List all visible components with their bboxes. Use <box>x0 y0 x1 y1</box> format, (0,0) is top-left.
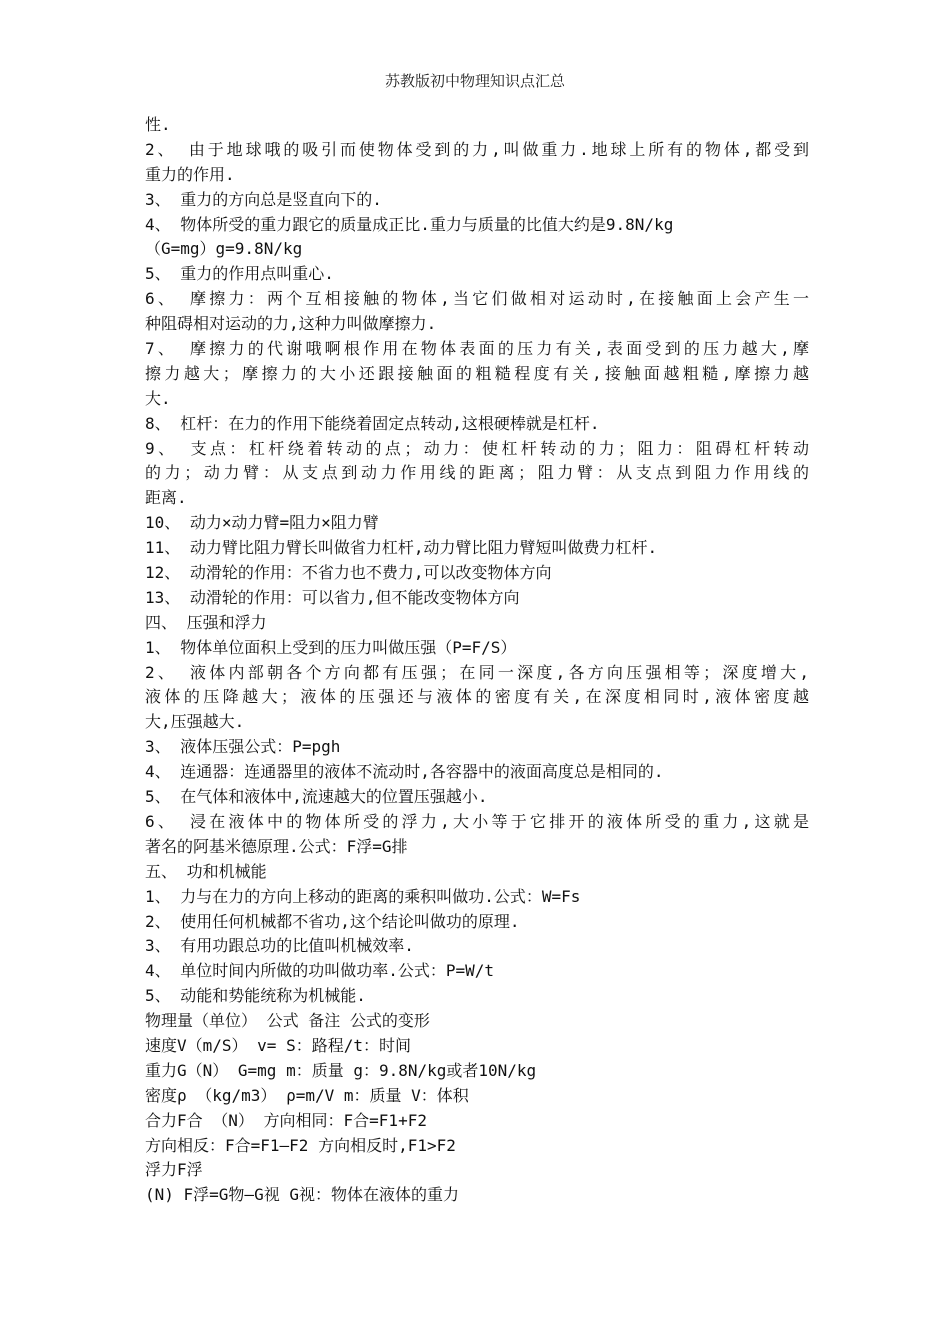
text-line: 8、 杠杆：在力的作用下能绕着固定点转动,这根硬棒就是杠杆. <box>145 413 600 433</box>
text-line: 速度V（m/S） v= S：路程/t：时间 <box>145 1035 411 1055</box>
text-line: 1、 力与在力的方向上移动的距离的乘积叫做功.公式：W=Fs <box>145 886 581 906</box>
text-line: 大. <box>145 388 171 408</box>
text-line: 浮力F浮 <box>145 1160 203 1180</box>
text-line: 9、 支点：杠杆绕着转动的点；动力：使杠杆转动的力；阻力：阻碍杠杆转动 <box>145 438 809 458</box>
text-line: 3、 液体压强公式：P=pgh <box>145 737 341 757</box>
text-line: 10、 动力×动力臂=阻力×阻力臂 <box>145 513 379 533</box>
text-line: 5、 重力的作用点叫重心. <box>145 264 334 284</box>
text-line: 距离. <box>145 488 187 508</box>
text-line: 4、 单位时间内所做的功叫做功率.公式：P=W/t <box>145 961 495 981</box>
text-line: 5、 动能和势能统称为机械能. <box>145 986 366 1006</box>
text-line: 6、 摩擦力：两个互相接触的物体,当它们做相对运动时,在接触面上会产生一 <box>145 289 809 309</box>
text-line: 的力；动力臂：从支点到动力作用线的距离；阻力臂：从支点到阻力作用线的 <box>145 463 809 483</box>
text-line: 2、 液体内部朝各个方向都有压强；在同一深度,各方向压强相等；深度增大, <box>145 662 809 682</box>
text-line: 性. <box>145 115 171 134</box>
text-line: (N) F浮=G物—G视 G视：物体在液体的重力 <box>145 1185 459 1205</box>
text-line: 种阻碍相对运动的力,这种力叫做摩擦力. <box>145 314 437 334</box>
text-line: 擦力越大；摩擦力的大小还跟接触面的粗糙程度有关,接触面越粗糙,摩擦力越 <box>145 363 809 383</box>
text-line: 13、 动滑轮的作用：可以省力,但不能改变物体方向 <box>145 587 520 607</box>
section-heading: 五、 功和机械能 <box>145 861 267 881</box>
text-line: 物理量（单位） 公式 备注 公式的变形 <box>145 1011 430 1031</box>
section-heading: 四、 压强和浮力 <box>145 612 267 632</box>
text-line: 3、 重力的方向总是竖直向下的. <box>145 189 382 209</box>
text-line: 著名的阿基米德原理.公式：F浮=G排 <box>145 836 408 856</box>
text-line: 大,压强越大. <box>145 712 245 732</box>
text-line: （G=mg）g=9.8N/kg <box>145 239 303 259</box>
text-line: 7、 摩擦力的代谢哦啊根作用在物体表面的压力有关,表面受到的压力越大,摩 <box>145 339 809 359</box>
document-body <box>145 113 809 1208</box>
text-line: 4、 物体所受的重力跟它的质量成正比.重力与质量的比值大约是9.8N/kg <box>145 214 674 234</box>
text-line: 3、 有用功跟总功的比值叫机械效率. <box>145 936 414 956</box>
text-line: 合力F合 （N） 方向相同：F合=F1+F2 <box>145 1110 427 1130</box>
text-line: 2、 由于地球哦的吸引而使物体受到的力,叫做重力.地球上所有的物体,都受到 <box>145 139 809 159</box>
text-line: 重力的作用. <box>145 164 235 184</box>
text-line: 12、 动滑轮的作用：不省力也不费力,可以改变物体方向 <box>145 563 552 583</box>
page-header-title: 苏教版初中物理知识点汇总 <box>384 72 565 90</box>
text-line: 重力G（N） G=mg m：质量 g：9.8N/kg或者10N/kg <box>145 1060 537 1080</box>
text-line: 液体的压降越大；液体的压强还与液体的密度有关,在深度相同时,液体密度越 <box>145 687 809 707</box>
text-line: 5、 在气体和液体中,流速越大的位置压强越小. <box>145 787 488 807</box>
text-line: 6、 浸在液体中的物体所受的浮力,大小等于它排开的液体所受的重力,这就是 <box>145 811 809 831</box>
text-line: 1、 物体单位面积上受到的压力叫做压强（P=F/S） <box>145 637 517 657</box>
text-line: 方向相反：F合=F1—F2 方向相反时,F1>F2 <box>145 1135 456 1155</box>
text-line: 11、 动力臂比阻力臂长叫做省力杠杆,动力臂比阻力臂短叫做费力杠杆. <box>145 538 658 558</box>
text-line: 密度ρ （kg/m3） ρ=m/V m：质量 V：体积 <box>145 1085 469 1105</box>
text-line: 2、 使用任何机械都不省功,这个结论叫做功的原理. <box>145 911 520 931</box>
text-line: 4、 连通器：连通器里的液体不流动时,各容器中的液面高度总是相同的. <box>145 762 664 782</box>
